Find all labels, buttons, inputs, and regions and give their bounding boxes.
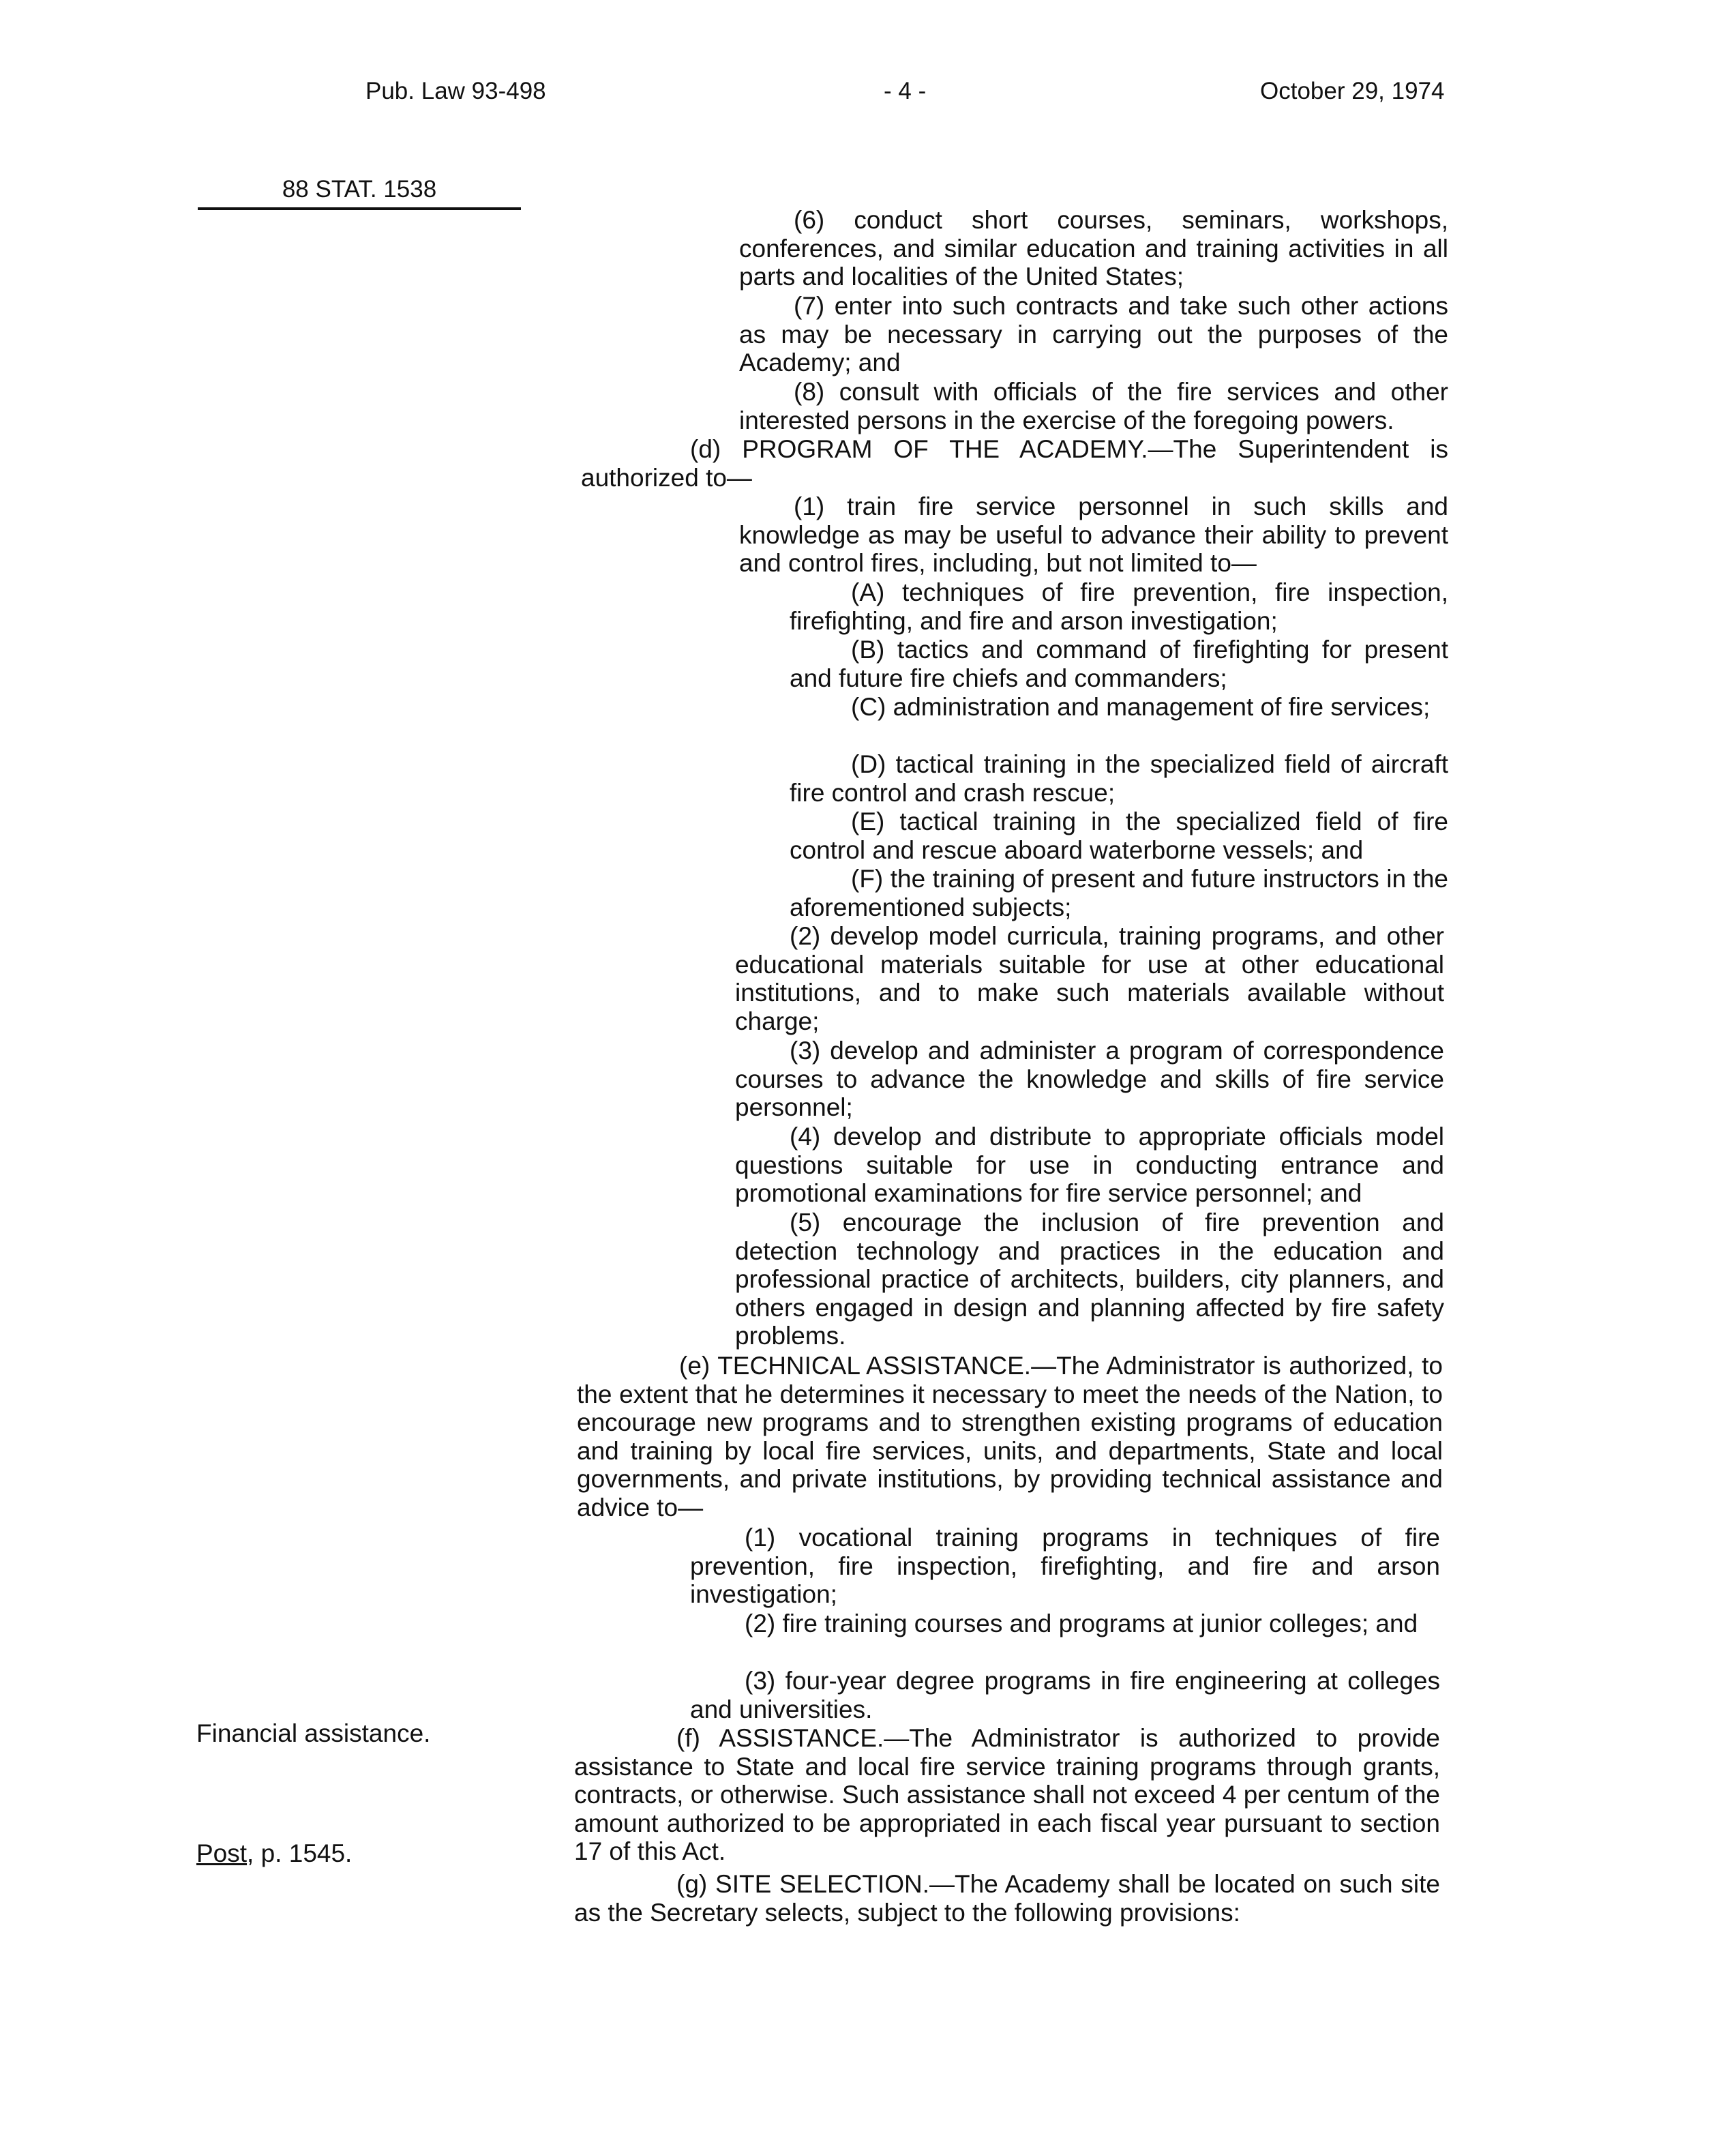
paragraph-d1d: (D) tactical training in the specialized field of aircraft fire control and crash rescue; (790, 750, 1448, 807)
page-number: - 4 - (884, 78, 927, 104)
paragraph-d1b: (B) tactics and command of firefighting for present and future fire chiefs and commanders; (790, 636, 1448, 692)
paragraph-g: (g) SITE SELECTION.—The Academy shall be located on such site as the Secretary selects, subject to the following provisions: (574, 1870, 1440, 1927)
margin-note-post-page: , p. 1545. (247, 1839, 353, 1867)
paragraph-d1f: (F) the training of present and future instructors in the aforementioned subjects; (790, 865, 1448, 921)
paragraph-e: (e) TECHNICAL ASSISTANCE.—The Administrator is authorized, to the extent that he determines it necessary to meet the needs of the Nation, to encourage new programs and to strengthen existing programs of education and training by local fire services, units, and departments, State and local governments, and private institutions, by providing technical assistance and advice to— (577, 1352, 1443, 1522)
margin-note-post-reference (196, 1839, 352, 1869)
paragraph-d1c: (C) administration and management of fire services; (851, 693, 1431, 721)
margin-note-post-word: Post (196, 1839, 248, 1867)
margin-note-financial-assistance: Financial assistance. (196, 1719, 431, 1747)
paragraph-d4: (4) develop and distribute to appropriate officials model questions suitable for use in conducting entrance and promotional examinations for fire service personnel; and (735, 1123, 1444, 1208)
paragraph-d3: (3) develop and administer a program of correspondence courses to advance the knowledge and skills of fire service personnel; (735, 1037, 1444, 1122)
header-date: October 29, 1974 (1260, 78, 1445, 104)
paragraph-d1e: (E) tactical training in the specialized field of fire control and rescue aboard waterborne vessels; and (790, 807, 1448, 864)
paragraph-d2: (2) develop model curricula, training programs, and other educational materials suitable for use at other educational institutions, and to make such materials available without charge; (735, 922, 1444, 1035)
paragraph-d1: (1) train fire service personnel in such skills and knowledge as may be useful to advance their ability to prevent and control fires, including, but not limited to— (739, 492, 1448, 578)
paragraph-e2: (2) fire training courses and programs at junior colleges; and (745, 1609, 1418, 1637)
paragraph-d1a: (A) techniques of fire prevention, fire inspection, firefighting, and fire and arson investigation; (790, 578, 1448, 635)
paragraph-e3: (3) four-year degree programs in fire engineering at colleges and universities. (690, 1667, 1440, 1723)
paragraph-f: (f) ASSISTANCE.—The Administrator is authorized to provide assistance to State and local fire service training programs through grants, contracts, or otherwise. Such assistance shall not exceed 4 per centum of the amount authorized to be appropriated in each fiscal year pursuant to section 17 of this Act. (574, 1724, 1440, 1866)
paragraph-c8: (8) consult with officials of the fire services and other interested persons in the exercise of the foregoing powers. (739, 378, 1448, 434)
paragraph-d: (d) PROGRAM OF THE ACADEMY.—The Superintendent is authorized to— (581, 435, 1448, 492)
paragraph-e1: (1) vocational training programs in techniques of fire prevention, fire inspection, firefighting, and fire and arson investigation; (690, 1524, 1440, 1609)
paragraph-c7: (7) enter into such contracts and take such other actions as may be necessary in carrying out the purposes of the Academy; and (739, 292, 1448, 377)
paragraph-d5: (5) encourage the inclusion of fire prevention and detection technology and practices in the education and professional practice of architects, builders, city planners, and others engaged in design and planning affected by fire safety problems. (735, 1208, 1444, 1350)
paragraph-c6: (6) conduct short courses, seminars, workshops, conferences, and similar education and training activities in all parts and localities of the United States; (739, 206, 1448, 291)
statute-reference: 88 STAT. 1538 (198, 175, 521, 210)
header-law-number: Pub. Law 93-498 (365, 78, 546, 104)
